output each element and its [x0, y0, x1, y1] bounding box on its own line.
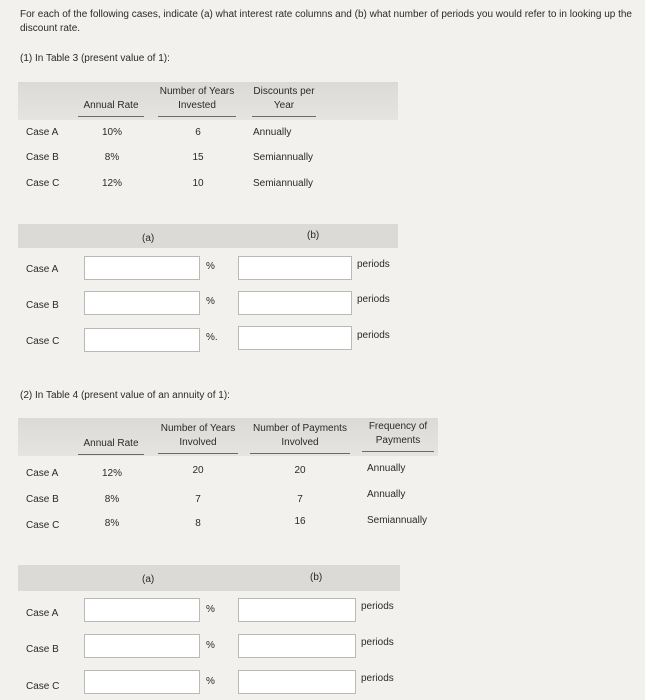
part2-title: (2) In Table 4 (present value of an annuity of 1): [20, 390, 230, 401]
part2-case-a-periods-input[interactable] [238, 598, 356, 622]
part1-case-b-rate-input[interactable] [84, 291, 200, 315]
part2-case-c-rate-unit: % [206, 676, 215, 687]
part1-case-a-rate-input[interactable] [84, 256, 200, 280]
part1-row-c-freq: Semiannually [253, 178, 314, 189]
part2-row-a-case: Case A [26, 468, 59, 479]
part1-answer-b-case: Case B [26, 300, 59, 311]
part2-case-b-rate-input[interactable] [84, 634, 200, 658]
part2-row-c-rate: 8% [104, 518, 120, 529]
part1-title: (1) In Table 3 (present value of 1): [20, 53, 170, 64]
part1-case-b-periods-input[interactable] [238, 291, 352, 315]
part2-row-c-case: Case C [26, 520, 60, 531]
part2-row-c-years: 8 [195, 518, 201, 529]
part1-row-c-years: 10 [192, 178, 204, 189]
part1-case-c-rate-input[interactable] [84, 328, 200, 352]
part1-row-c-case: Case C [26, 178, 60, 189]
part1-row-b-freq: Semiannually [253, 152, 314, 163]
part2-row-c-freq: Semiannually [367, 515, 428, 526]
part2-case-c-rate-input[interactable] [84, 670, 200, 694]
part1-answer-header-a: (a) [142, 233, 155, 244]
part2-row-a-rate: 12% [101, 468, 122, 479]
part2-case-a-periods-unit: periods [361, 601, 394, 612]
part1-answer-header-b: (b) [307, 230, 320, 241]
part2-case-b-rate-unit: % [206, 640, 215, 651]
part1-row-a-case: Case A [26, 127, 59, 138]
part2-case-c-periods-unit: periods [361, 673, 394, 684]
part2-row-b-rate: 8% [104, 494, 120, 505]
part2-answer-c-case: Case C [26, 681, 60, 692]
part2-row-c-payments: 16 [294, 516, 306, 527]
part1-answer-a-case: Case A [26, 264, 59, 275]
part1-answer-c-case: Case C [26, 336, 60, 347]
part2-answer-b-case: Case B [26, 644, 59, 655]
part2-answer-a-case: Case A [26, 608, 59, 619]
part2-answer-header-band [18, 565, 400, 591]
part1-case-c-periods-unit: periods [357, 330, 390, 341]
part2-row-b-years: 7 [195, 494, 201, 505]
part1-case-a-periods-input[interactable] [238, 256, 352, 280]
part2-row-a-freq: Annually [367, 463, 406, 474]
part2-answer-header-b: (b) [310, 572, 323, 583]
part2-header-frequency: Frequency of Payments [362, 420, 434, 452]
part2-row-b-case: Case B [26, 494, 59, 505]
part2-case-a-rate-input[interactable] [84, 598, 200, 622]
part1-row-a-rate: 10% [101, 127, 122, 138]
part1-case-a-periods-unit: periods [357, 259, 390, 270]
part1-header-years-invested: Number of Years Invested [158, 85, 236, 117]
part1-row-b-rate: 8% [104, 152, 120, 163]
part1-case-c-periods-input[interactable] [238, 326, 352, 350]
part2-row-b-freq: Annually [367, 489, 406, 500]
part1-case-b-periods-unit: periods [357, 294, 390, 305]
part2-header-annual-rate: Annual Rate [78, 437, 144, 455]
part2-case-c-periods-input[interactable] [238, 670, 356, 694]
part2-answer-header-a: (a) [142, 574, 155, 585]
part1-case-c-rate-unit: %. [206, 332, 218, 343]
part1-row-a-freq: Annually [253, 127, 292, 138]
part2-row-a-payments: 20 [294, 465, 306, 476]
part1-case-a-rate-unit: % [206, 261, 215, 272]
part1-answer-header-band [18, 224, 398, 248]
part2-case-b-periods-unit: periods [361, 637, 394, 648]
part2-case-b-periods-input[interactable] [238, 634, 356, 658]
part1-row-b-case: Case B [26, 152, 59, 163]
part1-case-b-rate-unit: % [206, 296, 215, 307]
part2-case-a-rate-unit: % [206, 604, 215, 615]
instructions-text: For each of the following cases, indicate (a) what interest rate columns and (b) what number of periods you would refer to in looking up the discount rate. [20, 9, 632, 34]
part1-row-b-years: 15 [192, 152, 204, 163]
part1-header-annual-rate: Annual Rate [78, 99, 144, 117]
part1-row-c-rate: 12% [101, 178, 122, 189]
part2-header-payments-involved: Number of Payments Involved [250, 422, 350, 454]
part1-row-a-years: 6 [195, 127, 201, 138]
part1-header-discounts-per-year: Discounts per Year [252, 85, 316, 117]
part2-row-b-payments: 7 [297, 494, 303, 505]
part2-row-a-years: 20 [192, 465, 204, 476]
part2-header-years-involved: Number of Years Involved [158, 422, 238, 454]
